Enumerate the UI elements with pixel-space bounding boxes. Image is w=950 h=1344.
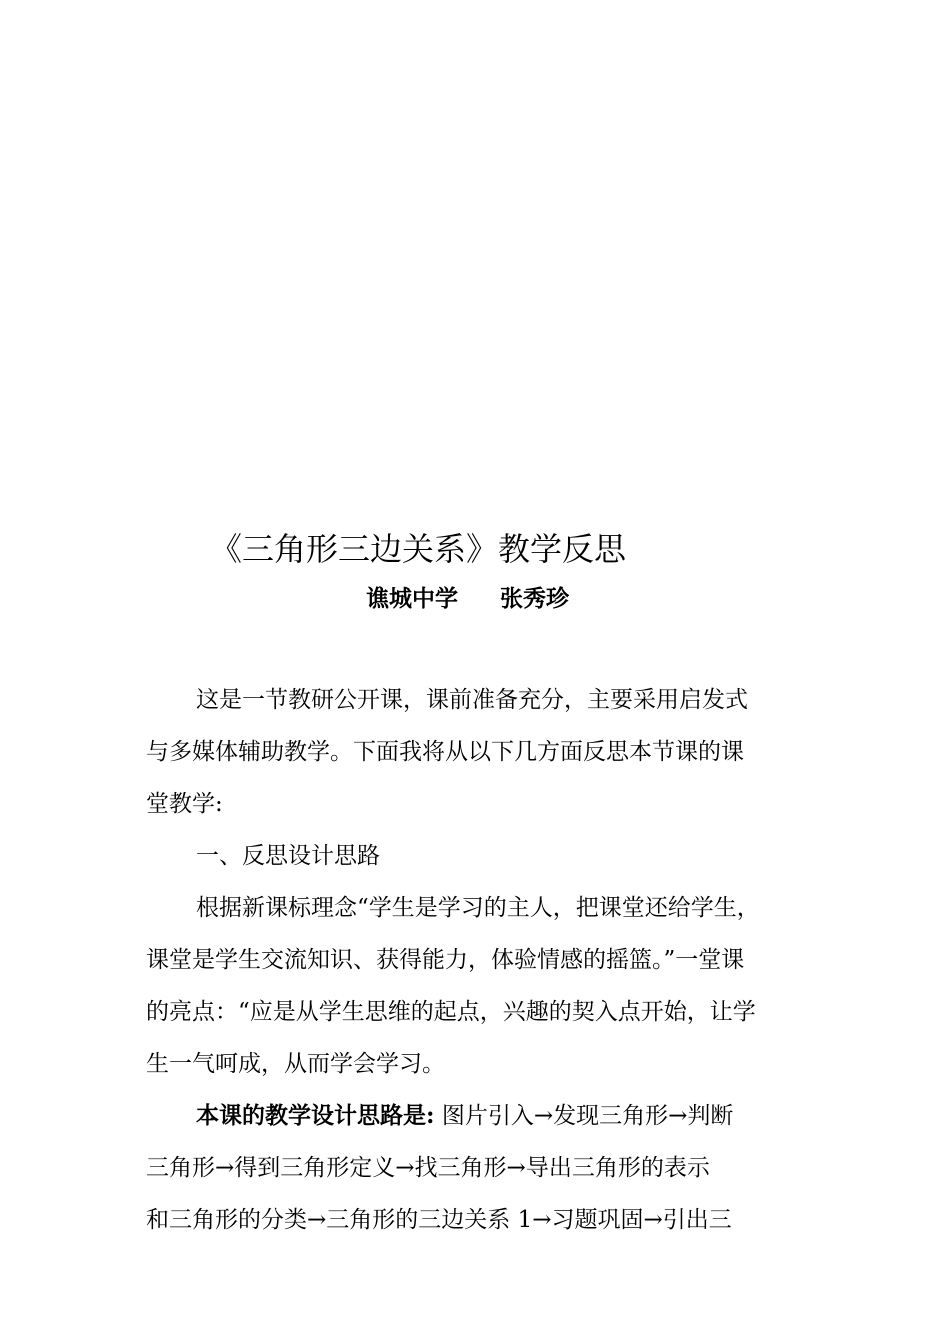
paragraph-3-line-2: 三角形→得到三角形定义→找三角形→导出三角形的表示 (146, 1155, 710, 1181)
school-name: 谯城中学 (366, 585, 458, 612)
byline (366, 582, 569, 616)
paragraph-1-line-2: 与多媒体辅助教学。下面我将从以下几方面反思本节课的课 (146, 739, 744, 765)
design-lead-label: 本课的教学设计思路是: (196, 1102, 435, 1129)
paragraph-3-line-3: 和三角形的分类→三角形的三边关系 1→习题巩固→引出三 (146, 1207, 732, 1233)
paragraph-3-line-1 (146, 1090, 806, 1142)
paragraph-2-line-1: 根据新课标理念“学生是学习的主人，把课堂还给学生， (196, 895, 760, 921)
paragraph-1-line-1: 这是一节教研公开课，课前准备充分，主要采用启发式 (196, 687, 748, 713)
paragraph-2-line-3: 的亮点：“应是从学生思维的起点，兴趣的契入点开始，让学 (146, 999, 756, 1025)
paragraph-1-line-3: 堂教学: (146, 791, 223, 817)
author-name: 张秀珍 (500, 585, 569, 612)
document-title: 《三角形三边关系》教学反思 (210, 530, 627, 568)
paragraph-2-line-2: 课堂是学生交流知识、获得能力，体验情感的摇篮。”一堂课 (146, 947, 745, 973)
section-heading-1: 一、反思设计思路 (196, 843, 380, 869)
paragraph-2-line-4: 生一气呵成，从而学会学习。 (146, 1051, 445, 1077)
paragraph-3-line-1-text: 图片引入→发现三角形→判断 (441, 1103, 734, 1129)
body-text (146, 674, 806, 1246)
